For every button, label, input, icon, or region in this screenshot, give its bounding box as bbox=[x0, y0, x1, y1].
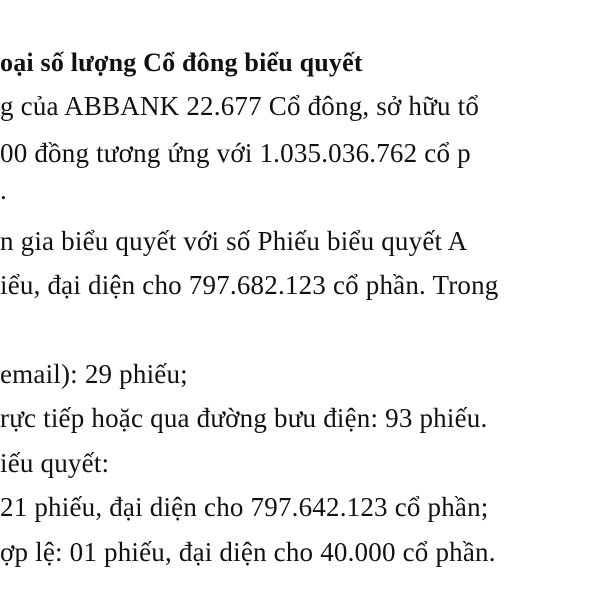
list-heading: iếu quyết: bbox=[0, 448, 110, 478]
section-heading: oại số lượng Cổ đông biểu quyết bbox=[0, 48, 363, 77]
list-item: email): 29 phiếu; bbox=[0, 359, 188, 389]
paragraph-line: g của ABBANK 22.677 Cổ đông, sở hữu tổ bbox=[0, 91, 480, 121]
paragraph-line: n gia biểu quyết với số Phiếu biểu quyết A bbox=[0, 226, 468, 256]
paragraph-line: 00 đồng tương ứng với 1.035.036.762 cổ p bbox=[0, 138, 471, 168]
list-item: ợp lệ: 01 phiếu, đại diện cho 40.000 cổ phần. bbox=[0, 537, 496, 567]
paragraph-line: . bbox=[0, 175, 7, 205]
paragraph-line: iểu, đại diện cho 797.682.123 cổ phần. Trong bbox=[0, 270, 499, 300]
list-item: rực tiếp hoặc qua đường bưu điện: 93 phiếu. bbox=[0, 403, 488, 433]
list-item: 21 phiếu, đại diện cho 797.642.123 cổ phần; bbox=[0, 492, 489, 522]
